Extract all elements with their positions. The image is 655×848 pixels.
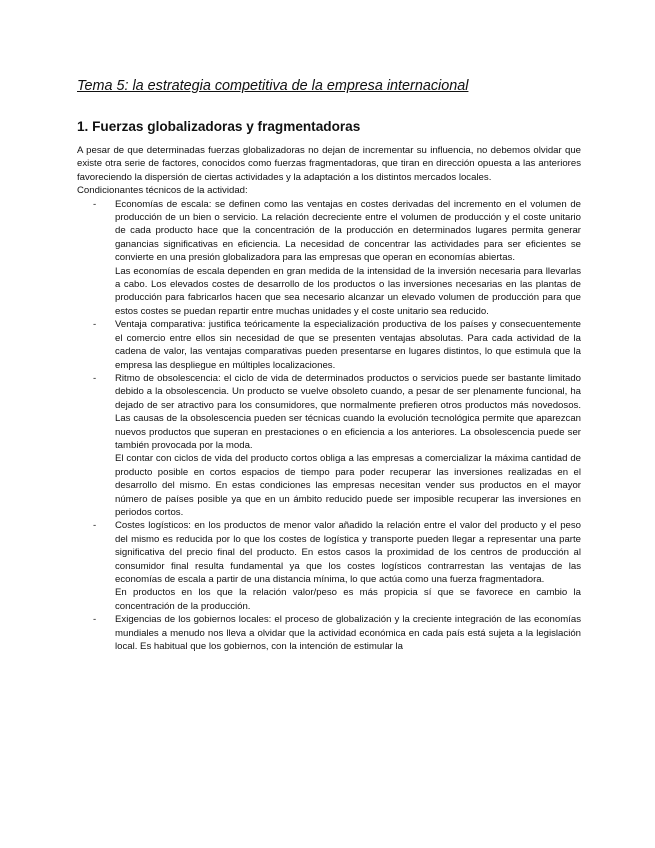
intro-paragraph: A pesar de que determinadas fuerzas globalizadoras no dejan de incrementar su influencia, no debemos olvidar que existe otra serie de factores, conocidos como fuerzas fragmentadoras, que tiran en dirección opuesta a las anteriores favoreciendo la dispersión de ciertas actividades y la adaptación a los distintos mercados locales. xyxy=(77,145,581,183)
conditions-list xyxy=(77,198,581,654)
list-item-ventaja-comparativa xyxy=(77,318,581,372)
bullet-dash: - xyxy=(93,520,97,532)
item-paragraph: Ventaja comparativa: justifica teóricamente la especialización productiva de los países y consecuentemente el comercio entre ellos sin necesidad de que se presenten ventajas absolutas. Para cada actividad de la cadena de valor, las ventajas comparativas pueden presentarse en lugares distintos, lo que estimula que la empresa las despliegue en múltiples localizaciones. xyxy=(115,319,581,371)
list-item-ritmo-obsolescencia xyxy=(77,372,581,519)
item-paragraph: Economías de escala: se definen como las ventajas en costes derivadas del incremento en el volumen de producción de un bien o servicio. La relación decreciente entre el volumen de producción y el coste unitario de cada producto hace que la concentración de la producción en determinados lugares permita generar ganancias significativas en eficiencia. La necesidad de concentrar las actividades para ser eficientes se convierte en una presión globalizadora para las empresas que operan en economías abiertas. xyxy=(115,198,581,264)
item-paragraph: En productos en los que la relación valor/peso es más propicia sí que se favorece en cambio la concentración de la producción. xyxy=(115,587,581,612)
item-paragraph: Costes logísticos: en los productos de menor valor añadido la relación entre el valor del producto y el peso del mismo es reducida por lo que los costes de logística y transporte pueden llegar a representar una parte significativa del precio final del producto. En estos casos la proximidad de los centros de producción al consumidor final resulta fundamental ya que los costes logísticos contrarrestan las ventajas de las economías de escala a partir de una distancia mínima, lo que actúa como una fuerza fragmentadora. xyxy=(115,520,581,585)
bullet-dash: - xyxy=(93,372,97,384)
list-item-costes-logisticos xyxy=(77,519,581,613)
list-item-economias-escala xyxy=(77,198,581,319)
item-paragraph: Ritmo de obsolescencia: el ciclo de vida de determinados productos o servicios puede ser bastante limitado debido a la obsolescencia. Un producto se vuelve obsoleto cuando, a pesar de ser plenamente funcional, ha dejado de ser atractivo para los consumidores, que normalmente prefieren otros productos más novedosos. Las causas de la obsolescencia pueden ser técnicas cuando la evolución tecnológica permite que aparezcan nuevos productos que superan en prestaciones o en eficiencia a los anteriores. La obsolescencia puede ser también provocada por la moda. xyxy=(115,372,581,451)
item-paragraph: Las economías de escala dependen en gran medida de la intensidad de la inversión necesaria para llevarlas a cabo. Los elevados costes de desarrollo de los productos o las inversiones necesarias en las plantas de producción para fabricarlos hacen que sea necesario alcanzar un elevado volumen de producción para que estos costes se puedan repartir entre muchas unidades y el coste unitario sea reducido. xyxy=(115,265,581,317)
bullet-dash: - xyxy=(93,614,97,626)
conditions-label: Condicionantes técnicos de la actividad: xyxy=(77,185,248,197)
section-heading: 1. Fuerzas globalizadoras y fragmentadoras xyxy=(77,119,361,134)
item-paragraph: Exigencias de los gobiernos locales: el proceso de globalización y la creciente integración de las economías mundiales a menudo nos lleva a olvidar que la actividad económica en cada país está sujeta a la legislación local. Es habitual que los gobiernos, con la intención de estimular la xyxy=(115,614,581,653)
bullet-dash: - xyxy=(93,319,97,331)
document-title: Tema 5: la estrategia competitiva de la empresa internacional xyxy=(77,78,469,94)
list-item-exigencias-gobiernos xyxy=(77,613,581,653)
item-paragraph: El contar con ciclos de vida del producto cortos obliga a las empresas a comercializar la máxima cantidad de producto posible en cortos espacios de tiempo para poder recuperar las inversiones realizadas en el desarrollo del mismo. En estas condiciones las empresas necesitan vender sus productos en el mayor número de países posible ya que en un ámbito reducido puede ser imposible recuperar las inversiones en periodos cortos. xyxy=(115,453,581,518)
bullet-dash: - xyxy=(93,198,97,210)
